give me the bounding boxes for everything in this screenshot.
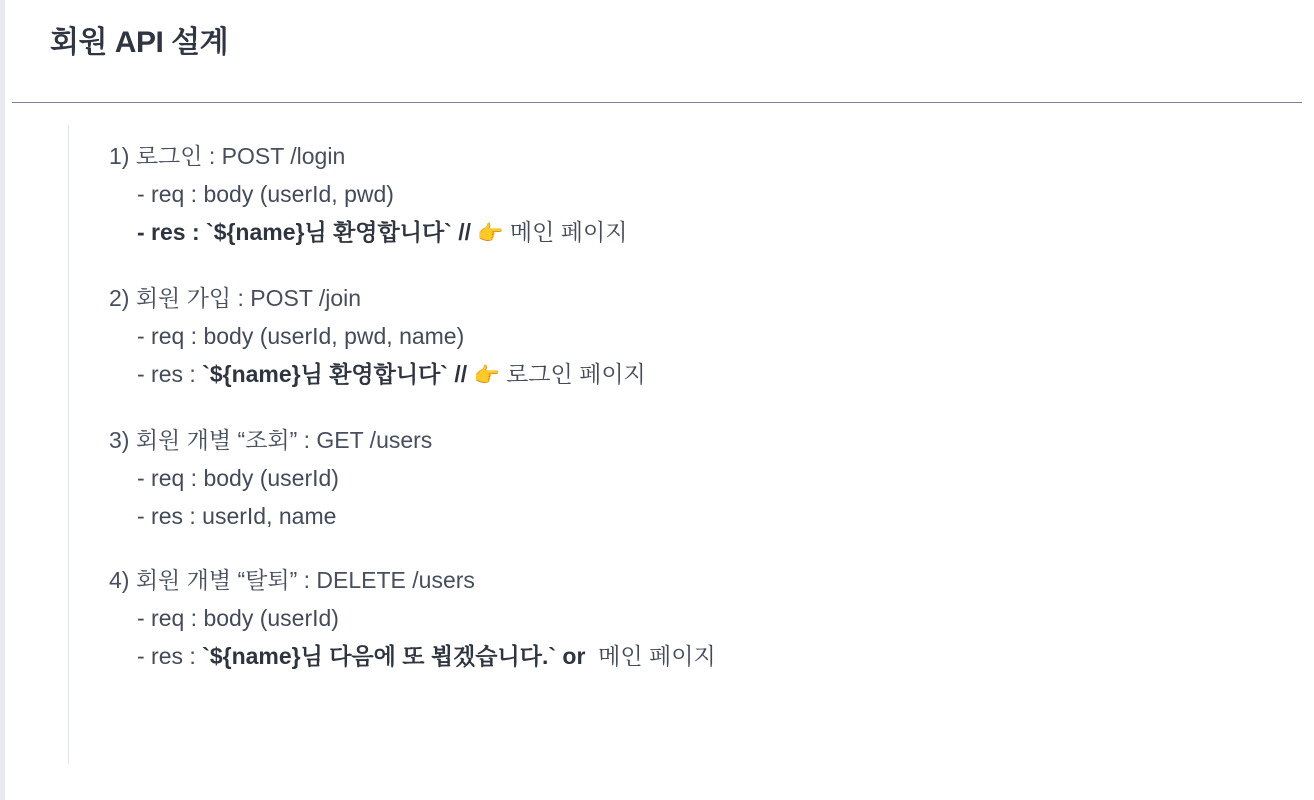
api-endpoint-heading: 1) 로그인 : POST /login <box>109 143 346 169</box>
api-response-target: 메인 페이지 <box>591 643 716 669</box>
api-request-line: - req : body (userId) <box>137 465 339 491</box>
title-divider <box>12 102 1302 103</box>
api-group-login <box>69 137 1248 253</box>
pointing-hand-icon: 👉 <box>473 364 500 387</box>
api-response-template: `${name}님 환영합니다` <box>206 219 452 245</box>
api-response-template: `${name}님 환영합니다` <box>202 361 448 387</box>
api-response-prefix: - res : <box>137 503 203 529</box>
api-request-line: - req : body (userId, pwd) <box>137 181 394 207</box>
api-response-line <box>109 637 1248 675</box>
api-endpoint-heading: 4) 회원 개별 “탈퇴” : DELETE /users <box>109 567 475 593</box>
api-response-prefix: - res : <box>137 219 207 245</box>
api-spec-block <box>68 125 1248 765</box>
pointing-hand-icon: 👉 <box>477 222 504 245</box>
api-response-separator: // <box>451 219 478 245</box>
api-endpoint-heading: 2) 회원 가입 : POST /join <box>109 285 362 311</box>
api-response-separator: // <box>447 361 474 387</box>
api-request-line: - req : body (userId, pwd, name) <box>137 323 465 349</box>
api-response-line <box>109 213 1248 253</box>
api-response-line <box>109 497 1248 535</box>
api-group-delete-user <box>69 561 1248 675</box>
api-response-prefix: - res : <box>137 643 203 669</box>
api-response-separator: or <box>556 643 592 669</box>
page-title: 회원 API 설계 <box>50 26 229 59</box>
block-bottom-spacer <box>69 701 1248 741</box>
api-response-target: 로그인 페이지 <box>499 361 646 387</box>
api-response-line <box>109 355 1248 395</box>
api-response-target: 메인 페이지 <box>503 219 628 245</box>
api-request-line: - req : body (userId) <box>137 605 339 631</box>
api-response-prefix: - res : <box>137 361 203 387</box>
api-response-template: userId, name <box>202 503 337 529</box>
api-group-join <box>69 279 1248 395</box>
api-endpoint-heading: 3) 회원 개별 “조회” : GET /users <box>109 427 433 453</box>
api-group-get-user <box>69 421 1248 535</box>
api-response-template: `${name}님 다음에 또 뵙겠습니다.` <box>202 643 557 669</box>
